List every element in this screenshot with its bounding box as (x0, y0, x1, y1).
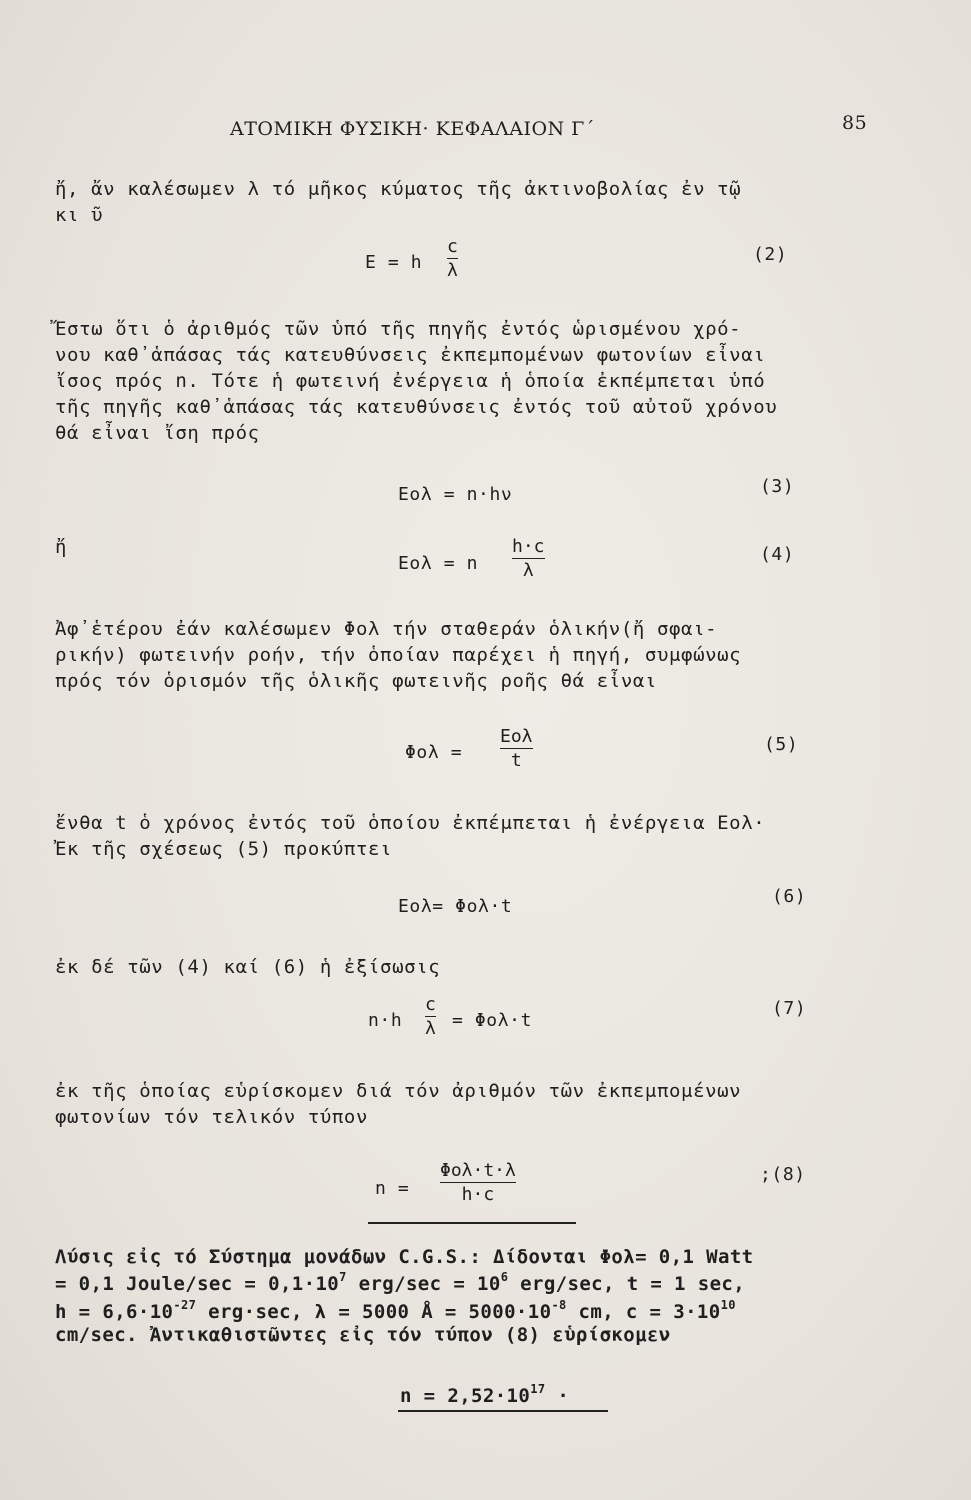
fraction-denominator: t (510, 750, 522, 771)
equation-7-lhs: n·h (368, 1010, 403, 1031)
text-line: κι ῦ (55, 204, 104, 226)
fraction-numerator: Εολ (500, 726, 533, 747)
solution-line: cm/sec. Ἀντικαθιστῶντες εἰς τόν τύπον (8) εὑρίσκομεν (55, 1324, 671, 1346)
equation-2-tag: (2) (753, 244, 788, 265)
final-result (400, 1382, 569, 1407)
text-line: ρικήν) φωτεινήν ροήν, τήν ὁποίαν παρέχει ἡ πηγή, συμφώνως (55, 644, 742, 666)
text-line: νου καθ᾽ἁπάσας τάς κατευθύνσεις ἐκπεμπομένων φωτονίων εἶναι (55, 344, 766, 366)
equation-7-rhs: = Φολ·t (452, 1010, 533, 1031)
text-line: ἤ, ἄν καλέσωμεν λ τό μῆκος κύματος τῆς ἀκτινοβολίας ἐν τῷ (55, 178, 742, 200)
equation-5-fraction (500, 726, 533, 771)
exponent: 17 (530, 1382, 546, 1396)
exponent: -8 (551, 1298, 567, 1312)
solution-text: h = 6,6·10 (55, 1301, 174, 1323)
fraction-bar (512, 558, 545, 559)
solution-text: erg/sec = 10 (346, 1273, 501, 1295)
equation-8-fraction (440, 1160, 516, 1205)
text-line: τῆς πηγῆς καθ᾽ἁπάσας τάς κατευθύνσεις ἐντός τοῦ αὐτοῦ χρόνου (55, 396, 778, 418)
solution-line (55, 1270, 745, 1295)
equation-8-tag: ;(8) (760, 1164, 806, 1185)
equation-6-tag: (6) (772, 886, 807, 907)
text-line: Ἀφ᾽ἑτέρου ἐάν καλέσωμεν Φολ τήν σταθεράν ὁλικήν(ἤ σφαι- (55, 618, 718, 640)
equation-8-lhs: n = (375, 1178, 410, 1199)
equation-4-tag: (4) (760, 544, 795, 565)
equation-4-lhs: Εολ = n (398, 553, 479, 574)
exponent: 10 (720, 1298, 736, 1312)
equation-7-fraction (425, 994, 436, 1039)
solution-text: erg/sec, t = 1 sec, (508, 1273, 746, 1295)
solution-text: erg·sec, λ = 5000 Å = 5000·10 (196, 1301, 552, 1323)
text-line: ἐκ τῆς ὁποίας εὑρίσκομεν διά τόν ἀριθμόν τῶν ἐκπεμπομένων (55, 1080, 742, 1102)
solution-givens: Δίδονται Φολ= 0,1 Watt (481, 1246, 754, 1268)
result-underline (398, 1410, 608, 1412)
fraction-numerator: c (447, 236, 458, 257)
exponent: 6 (500, 1270, 509, 1284)
text-line: Ἐκ τῆς σχέσεως (5) προκύπτει (55, 838, 393, 860)
fraction-numerator: Φολ·t·λ (440, 1160, 516, 1181)
solution-line (55, 1246, 754, 1268)
exponent: 7 (339, 1270, 347, 1284)
page-number: 85 (842, 112, 868, 134)
equation-2-lhs: E = h (365, 252, 423, 273)
fraction-numerator: h·c (512, 536, 545, 557)
text-line: πρός τόν ὁρισμόν τῆς ὁλικῆς φωτεινῆς ροῆς θά εἶναι (55, 670, 657, 692)
equation-6: Εολ= Φολ·t (398, 896, 513, 917)
equation-5-lhs: Φολ = (405, 742, 463, 763)
text-line: φωτονίων τόν τελικόν τύπον (55, 1106, 369, 1128)
fraction-bar (447, 258, 458, 259)
running-title: ΑΤΟΜΙΚΗ ΦΥΣΙΚΗ· ΚΕΦΑΛΑΙΟΝ Γ΄ (230, 118, 595, 140)
fraction-bar (440, 1182, 516, 1183)
equation-3: Εολ = n·hν (398, 484, 513, 505)
equation-2-fraction (447, 236, 458, 281)
solution-heading: Λύσις εἰς τό Σύστημα μονάδων C.G.S.: (55, 1246, 482, 1268)
result-text: n = 2,52·10 (400, 1385, 531, 1407)
text-line: ἴσος πρός n. Τότε ἡ φωτεινή ἐνέργεια ἡ ὁποία ἐκπέμπεται ὑπό (55, 370, 766, 392)
solution-line (55, 1298, 736, 1323)
text-line: ἤ (55, 536, 68, 558)
fraction-numerator: c (425, 994, 436, 1015)
fraction-denominator: λ (425, 1018, 436, 1039)
fraction-denominator: h·c (461, 1184, 495, 1205)
fraction-denominator: λ (522, 560, 534, 581)
text-line: Ἔστω ὅτι ὁ ἀριθμός τῶν ὑπό τῆς πηγῆς ἐντός ὡρισμένου χρό- (55, 318, 742, 340)
fraction-bar (500, 748, 533, 749)
text-line: ἔνθα t ὁ χρόνος ἐντός τοῦ ὁποίου ἐκπέμπεται ἡ ἐνέργεια Εολ· (55, 812, 766, 834)
result-text: · (545, 1385, 570, 1407)
fraction-denominator: λ (447, 260, 458, 281)
text-line: ἐκ δέ τῶν (4) καί (6) ἡ ἐξίσωσις (55, 956, 441, 978)
equation-3-tag: (3) (760, 476, 795, 497)
separator-rule (368, 1222, 576, 1224)
equation-7-tag: (7) (772, 998, 807, 1019)
solution-text: = 0,1 Joule/sec = 0,1·10 (55, 1273, 340, 1295)
fraction-bar (425, 1016, 436, 1017)
text-line: θά εἶναι ἴση πρός (55, 422, 260, 444)
exponent: -27 (173, 1298, 197, 1312)
equation-5-tag: (5) (764, 734, 799, 755)
equation-4-fraction (512, 536, 545, 581)
solution-text: cm, c = 3·10 (566, 1301, 721, 1323)
